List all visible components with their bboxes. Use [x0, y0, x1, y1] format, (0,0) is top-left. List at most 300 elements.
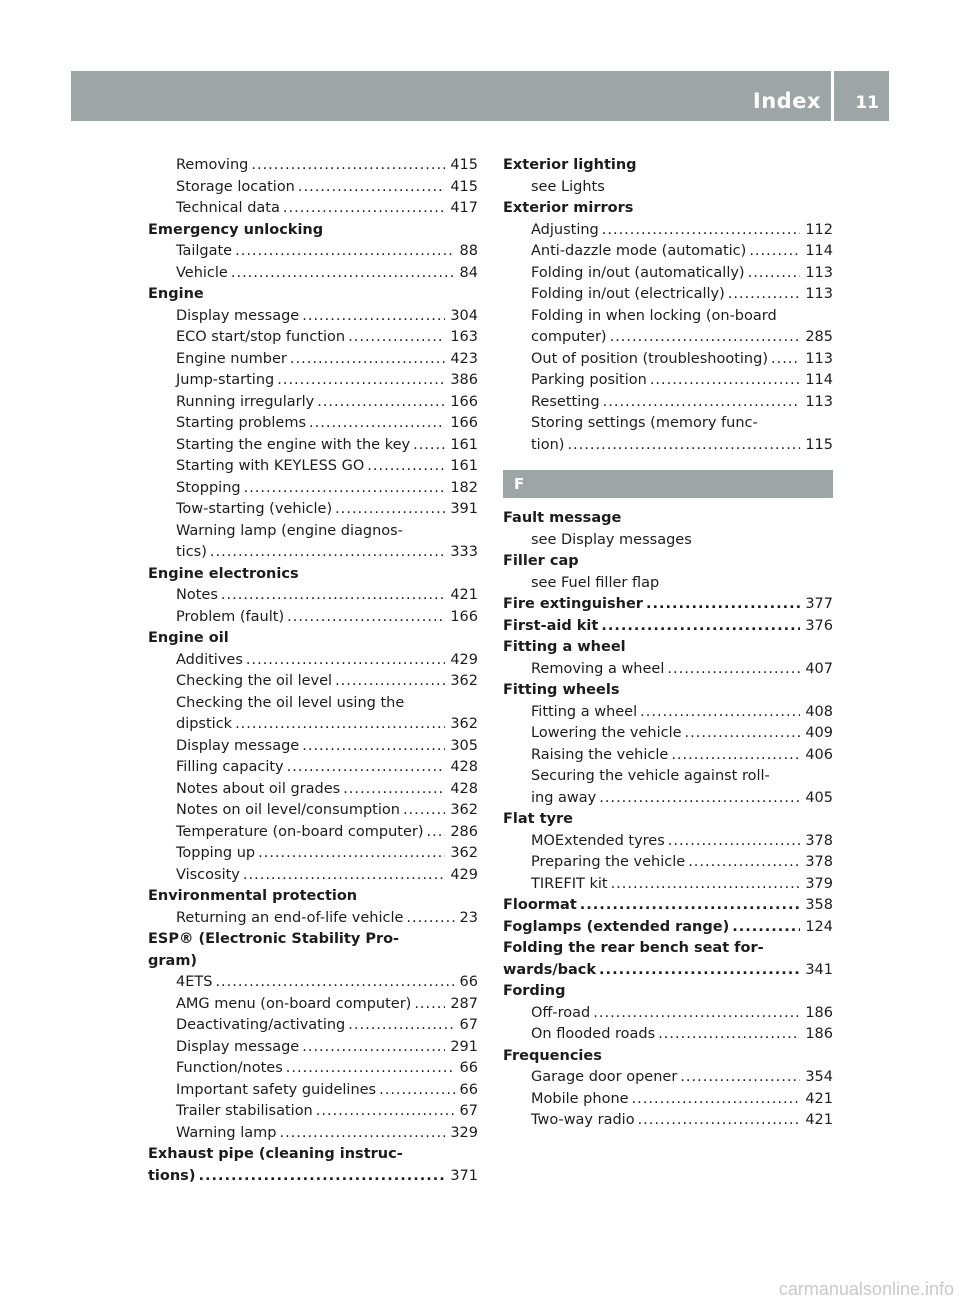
entry-label: Important safety guidelines: [176, 1081, 377, 1098]
entry-label: Tailgate: [176, 243, 233, 259]
index-subentry: [148, 1080, 478, 1102]
index-subentry: [148, 456, 478, 478]
entry-label: Environmental protection: [148, 888, 358, 904]
page-reference: 428: [450, 759, 478, 775]
entry-label: Folding in/out (electrically): [531, 286, 725, 302]
index-heading: [503, 594, 833, 616]
page-reference: 166: [450, 608, 478, 625]
index-heading: [503, 616, 833, 638]
entry-label: Function/notes: [176, 1060, 283, 1076]
page-reference: 379: [805, 875, 833, 892]
entry-label: Out of position (troubleshooting): [531, 350, 768, 367]
index-subentry: [503, 349, 833, 371]
index-subentry: [148, 241, 478, 263]
page-reference: 417: [450, 200, 478, 216]
entry-label: Folding in when locking (on-board: [531, 307, 777, 324]
entry-label: Display message: [176, 1038, 300, 1055]
page-reference: 415: [450, 157, 478, 173]
index-heading: [503, 981, 833, 1003]
index-heading: [148, 886, 478, 908]
dot-leader: [749, 241, 800, 263]
page-reference: 112: [805, 221, 833, 238]
page-reference: 406: [805, 746, 833, 763]
entry-label: Jump-starting: [176, 372, 275, 388]
dot-leader: [210, 542, 445, 564]
entry-label: see Display messages: [531, 531, 692, 548]
index-subentry: [503, 659, 833, 681]
page-reference: 409: [805, 725, 833, 741]
page-reference: 23: [459, 909, 478, 926]
page-reference: 341: [805, 961, 833, 978]
index-subentry: [148, 542, 478, 564]
page-number: 11: [855, 93, 879, 113]
page-reference: 329: [450, 1124, 478, 1141]
page-reference: 421: [805, 1090, 833, 1107]
page-reference: 287: [450, 995, 478, 1012]
index-subentry: [148, 263, 478, 285]
index-subentry: [148, 972, 478, 994]
page-reference: 371: [450, 1167, 478, 1184]
index-subentry: [148, 306, 478, 328]
entry-label: Returning an end-of-life vehicle: [176, 909, 404, 926]
entry-label: Two-way radio: [531, 1112, 635, 1128]
entry-label: gram): [148, 952, 198, 969]
index-subentry: [148, 585, 478, 607]
index-subentry: [148, 177, 478, 199]
entry-label: Removing a wheel: [531, 660, 665, 677]
entry-label: Fire extinguisher: [503, 596, 643, 612]
entry-label: Fitting a wheel: [503, 639, 626, 655]
entry-label: Trailer stabilisation: [176, 1103, 313, 1119]
entry-label: Removing: [176, 157, 249, 173]
entry-label: Filler cap: [503, 553, 579, 569]
entry-label: Engine number: [176, 350, 287, 367]
page-reference: 161: [450, 458, 478, 474]
index-subentry: [148, 1015, 478, 1037]
page-reference: 378: [805, 854, 833, 870]
index-subentry: [503, 723, 833, 745]
dot-leader: [309, 413, 445, 435]
dot-leader: [426, 822, 445, 844]
dot-leader: [287, 607, 445, 629]
index-subentry: [148, 779, 478, 801]
entry-label: Mobile phone: [531, 1090, 629, 1107]
entry-label: Off-road: [531, 1004, 591, 1021]
index-subentry: [148, 370, 478, 392]
entry-label: ing away: [531, 789, 597, 806]
page-reference: 66: [459, 974, 478, 990]
index-subentry: [503, 1003, 833, 1025]
dot-leader: [667, 659, 800, 681]
dot-leader: [567, 435, 800, 457]
index-subentry: [503, 284, 833, 306]
index-subentry: [148, 435, 478, 457]
entry-label: Frequencies: [503, 1047, 602, 1064]
index-heading: [148, 220, 478, 242]
dot-leader: [215, 972, 454, 994]
dot-leader: [277, 370, 445, 392]
entry-label: Filling capacity: [176, 759, 284, 775]
index-heading: [503, 508, 833, 530]
page-reference: 362: [450, 845, 478, 861]
dot-leader: [290, 349, 445, 371]
entry-label: Notes about oil grades: [176, 780, 341, 797]
dot-leader: [610, 327, 801, 349]
index-subentry: [503, 177, 833, 199]
page-reference: 391: [450, 501, 478, 517]
entry-label: First-aid kit: [503, 617, 599, 634]
dot-leader: [680, 1067, 800, 1089]
entry-label: ECO start/stop function: [176, 329, 346, 345]
index-subentry: [148, 198, 478, 220]
dot-leader: [335, 671, 445, 693]
entry-label: Garage door opener: [531, 1069, 678, 1085]
dot-leader: [413, 435, 445, 457]
entry-label: Display message: [176, 737, 300, 754]
entry-label: Resetting: [531, 393, 600, 410]
dot-leader: [603, 392, 801, 414]
entry-label: Exhaust pipe (cleaning instruc-: [148, 1146, 403, 1162]
dot-leader: [638, 1110, 801, 1132]
dot-leader: [688, 852, 800, 874]
section-header-f: [503, 470, 833, 498]
page-reference: 114: [805, 243, 833, 259]
dot-leader: [728, 284, 801, 306]
dot-leader: [335, 499, 445, 521]
page-reference: 362: [450, 673, 478, 689]
page-reference: 407: [805, 660, 833, 677]
index-subentry: [148, 736, 478, 758]
page-reference: 66: [459, 1060, 478, 1076]
page-reference: 182: [450, 479, 478, 496]
page-reference: 113: [805, 286, 833, 302]
index-subentry: [148, 327, 478, 349]
page-reference: 166: [450, 393, 478, 410]
entry-label: Parking position: [531, 372, 647, 388]
index-subentry: [503, 392, 833, 414]
dot-leader: [646, 594, 800, 616]
page-reference: 415: [450, 178, 478, 195]
entry-label: wards/back: [503, 961, 597, 978]
entry-label: Storage location: [176, 178, 295, 195]
page-reference: 88: [459, 243, 478, 259]
dot-leader: [279, 1123, 445, 1145]
page-reference: 333: [450, 544, 478, 560]
dot-leader: [732, 917, 800, 939]
page-reference: 386: [450, 372, 478, 388]
entry-label: Engine: [148, 286, 204, 302]
entry-label: Fault message: [503, 510, 622, 526]
entry-label: Warning lamp: [176, 1124, 277, 1141]
dot-leader: [286, 1058, 455, 1080]
index-subentry: [148, 650, 478, 672]
dot-leader: [221, 585, 445, 607]
dot-leader: [316, 1101, 455, 1123]
page-reference: 163: [450, 329, 478, 345]
index-subentry: [148, 671, 478, 693]
index-heading: [148, 564, 478, 586]
dot-leader: [317, 392, 445, 414]
dot-leader: [251, 155, 445, 177]
entry-label: Fitting a wheel: [531, 703, 638, 720]
dot-leader: [379, 1080, 454, 1102]
index-subentry: [503, 1110, 833, 1132]
index-subentry: [148, 1037, 478, 1059]
index-heading: [503, 155, 833, 177]
dot-leader: [602, 220, 801, 242]
index-subentry: [503, 702, 833, 724]
page-reference: 161: [450, 436, 478, 453]
entry-label: 4ETS: [176, 974, 213, 990]
dot-leader: [246, 650, 445, 672]
dot-leader: [367, 456, 445, 478]
page-reference: 186: [805, 1004, 833, 1021]
index-subentry: [148, 843, 478, 865]
index-subentry: [148, 607, 478, 629]
page-reference: 428: [450, 780, 478, 797]
page-reference: 362: [450, 802, 478, 818]
entry-label: Folding in/out (automatically): [531, 264, 745, 281]
index-heading: [148, 929, 478, 951]
index-subentry: [503, 1024, 833, 1046]
dot-leader: [235, 241, 454, 263]
dot-leader: [748, 263, 801, 285]
index-subentry: [148, 1123, 478, 1145]
entry-label: Checking the oil level using the: [176, 694, 405, 711]
entry-label: Fitting wheels: [503, 682, 620, 698]
dot-leader: [599, 960, 800, 982]
page-reference: 421: [450, 587, 478, 603]
index-subentry: [148, 994, 478, 1016]
page-reference: 291: [450, 1038, 478, 1055]
entry-label: Floormat: [503, 897, 577, 913]
dot-leader: [414, 994, 445, 1016]
index-subentry: [503, 852, 833, 874]
index-subentry: [503, 530, 833, 552]
index-group-e-continued: [503, 155, 833, 456]
page-title: Index: [752, 89, 821, 113]
page-reference: 67: [459, 1017, 478, 1033]
entry-label: Tow-starting (vehicle): [176, 501, 333, 517]
entry-label: Starting the engine with the key: [176, 436, 411, 453]
index-column-right: [503, 155, 833, 1132]
entry-label: dipstick: [176, 716, 233, 732]
entry-label: Engine oil: [148, 630, 229, 646]
entry-label: Technical data: [176, 200, 280, 216]
dot-leader: [403, 800, 445, 822]
index-heading: [148, 628, 478, 650]
watermark: carmanualsonline.info: [778, 1279, 954, 1299]
entry-label: tions): [148, 1167, 196, 1184]
entry-label: Running irregularly: [176, 393, 315, 410]
index-subentry: [148, 155, 478, 177]
entry-label: MOExtended tyres: [531, 832, 665, 849]
index-subentry: [148, 1058, 478, 1080]
header-divider: [831, 71, 834, 121]
dot-leader: [235, 714, 445, 736]
page-reference: 376: [805, 617, 833, 634]
dot-leader: [283, 198, 445, 220]
page-reference: 305: [450, 737, 478, 754]
dot-leader: [343, 779, 445, 801]
index-heading: [503, 551, 833, 573]
index-subentry: [148, 349, 478, 371]
entry-label: Securing the vehicle against roll-: [531, 768, 770, 784]
page-reference: 378: [805, 832, 833, 849]
entry-label: Raising the vehicle: [531, 746, 669, 763]
index-subentry: [503, 573, 833, 595]
index-subentry: [503, 263, 833, 285]
dot-leader: [243, 865, 445, 887]
index-subentry: [503, 327, 833, 349]
entry-label: Flat tyre: [503, 811, 574, 827]
index-subentry: [148, 392, 478, 414]
entry-label: Notes: [176, 587, 218, 603]
page-reference: 423: [450, 350, 478, 367]
entry-label: On flooded roads: [531, 1026, 656, 1042]
entry-label: Storing settings (memory func-: [531, 415, 758, 431]
page-reference: 113: [805, 393, 833, 410]
dot-leader: [348, 1015, 454, 1037]
dot-leader: [599, 788, 800, 810]
index-column-left: [148, 155, 478, 1187]
page-reference: 362: [450, 716, 478, 732]
dot-leader: [640, 702, 800, 724]
index-subentry: [148, 757, 478, 779]
entry-label: Display message: [176, 307, 300, 324]
dot-leader: [302, 736, 445, 758]
index-heading: [503, 198, 833, 220]
index-heading: [503, 680, 833, 702]
page-reference: 405: [805, 789, 833, 806]
page-reference: 186: [805, 1026, 833, 1042]
dot-leader: [658, 1024, 800, 1046]
dot-leader: [671, 745, 800, 767]
index-subentry: [503, 306, 833, 328]
dot-leader: [601, 616, 800, 638]
entry-label: Topping up: [176, 845, 256, 861]
page-reference: 84: [459, 264, 478, 281]
index-subentry: [148, 693, 478, 715]
page-reference: 67: [459, 1103, 478, 1119]
dot-leader: [244, 478, 446, 500]
page-reference: 429: [450, 651, 478, 668]
index-group-f: [503, 508, 833, 1132]
index-heading: [503, 917, 833, 939]
page-header: [71, 71, 889, 121]
page-reference: 354: [805, 1069, 833, 1085]
page-reference: 377: [805, 596, 833, 612]
page-reference: 408: [805, 703, 833, 720]
dot-leader: [231, 263, 455, 285]
entry-label: see Lights: [531, 178, 605, 195]
page-reference: 286: [450, 823, 478, 840]
dot-leader: [650, 370, 801, 392]
index-subentry: [148, 865, 478, 887]
index-subentry: [148, 822, 478, 844]
index-heading: [148, 1144, 478, 1166]
index-subentry: [503, 1067, 833, 1089]
page-reference: 114: [805, 372, 833, 388]
index-subentry: [148, 908, 478, 930]
page-reference: 66: [459, 1081, 478, 1098]
dot-leader: [258, 843, 445, 865]
entry-label: Emergency unlocking: [148, 221, 324, 238]
page-reference: 304: [450, 307, 478, 324]
dot-leader: [198, 1166, 445, 1188]
dot-leader: [580, 895, 801, 917]
page-reference: 113: [805, 350, 833, 367]
entry-label: Foglamps (extended range): [503, 918, 730, 935]
dot-leader: [632, 1089, 801, 1111]
entry-label: Warning lamp (engine diagnos-: [176, 522, 403, 539]
page-reference: 166: [450, 415, 478, 431]
entry-label: Fording: [503, 983, 566, 999]
index-subentry: [503, 788, 833, 810]
dot-leader: [302, 306, 445, 328]
index-heading: [503, 895, 833, 917]
entry-label: Vehicle: [176, 264, 228, 281]
page-reference: 285: [805, 329, 833, 345]
index-heading: [148, 951, 478, 973]
entry-label: Checking the oil level: [176, 673, 333, 689]
entry-label: TIREFIT kit: [531, 875, 608, 892]
dot-leader: [771, 349, 800, 371]
entry-label: Adjusting: [531, 221, 599, 238]
index-subentry: [503, 766, 833, 788]
index-heading: [503, 938, 833, 960]
index-subentry: [148, 499, 478, 521]
entry-label: Deactivating/activating: [176, 1017, 346, 1033]
entry-label: Notes on oil level/consumption: [176, 802, 400, 818]
entry-label: Folding the rear bench seat for-: [503, 940, 764, 956]
index-heading: [503, 1046, 833, 1068]
index-subentry: [503, 745, 833, 767]
index-subentry: [503, 435, 833, 457]
dot-leader: [593, 1003, 800, 1025]
index-subentry: [503, 831, 833, 853]
entry-label: Exterior mirrors: [503, 200, 634, 216]
entry-label: Lowering the vehicle: [531, 725, 682, 741]
page-reference: 421: [805, 1112, 833, 1128]
index-subentry: [148, 1101, 478, 1123]
dot-leader: [406, 908, 454, 930]
index-subentry: [503, 241, 833, 263]
entry-label: Stopping: [176, 479, 241, 496]
index-subentry: [503, 874, 833, 896]
index-subentry: [148, 521, 478, 543]
index-subentry: [148, 413, 478, 435]
entry-label: AMG menu (on-board computer): [176, 995, 412, 1012]
index-subentry: [503, 220, 833, 242]
index-subentry: [148, 714, 478, 736]
dot-leader: [298, 177, 445, 199]
entry-label: Preparing the vehicle: [531, 854, 686, 870]
index-heading: [503, 637, 833, 659]
entry-label: Engine electronics: [148, 565, 299, 582]
entry-label: Starting problems: [176, 415, 307, 431]
entry-label: computer): [531, 329, 607, 345]
dot-leader: [348, 327, 445, 349]
entry-label: Additives: [176, 651, 243, 668]
section-letter: F: [514, 475, 525, 493]
index-subentry: [503, 1089, 833, 1111]
page-reference: 115: [805, 436, 833, 453]
dot-leader: [668, 831, 801, 853]
index-heading: [503, 809, 833, 831]
entry-label: Viscosity: [176, 866, 240, 883]
entry-label: Exterior lighting: [503, 157, 637, 173]
